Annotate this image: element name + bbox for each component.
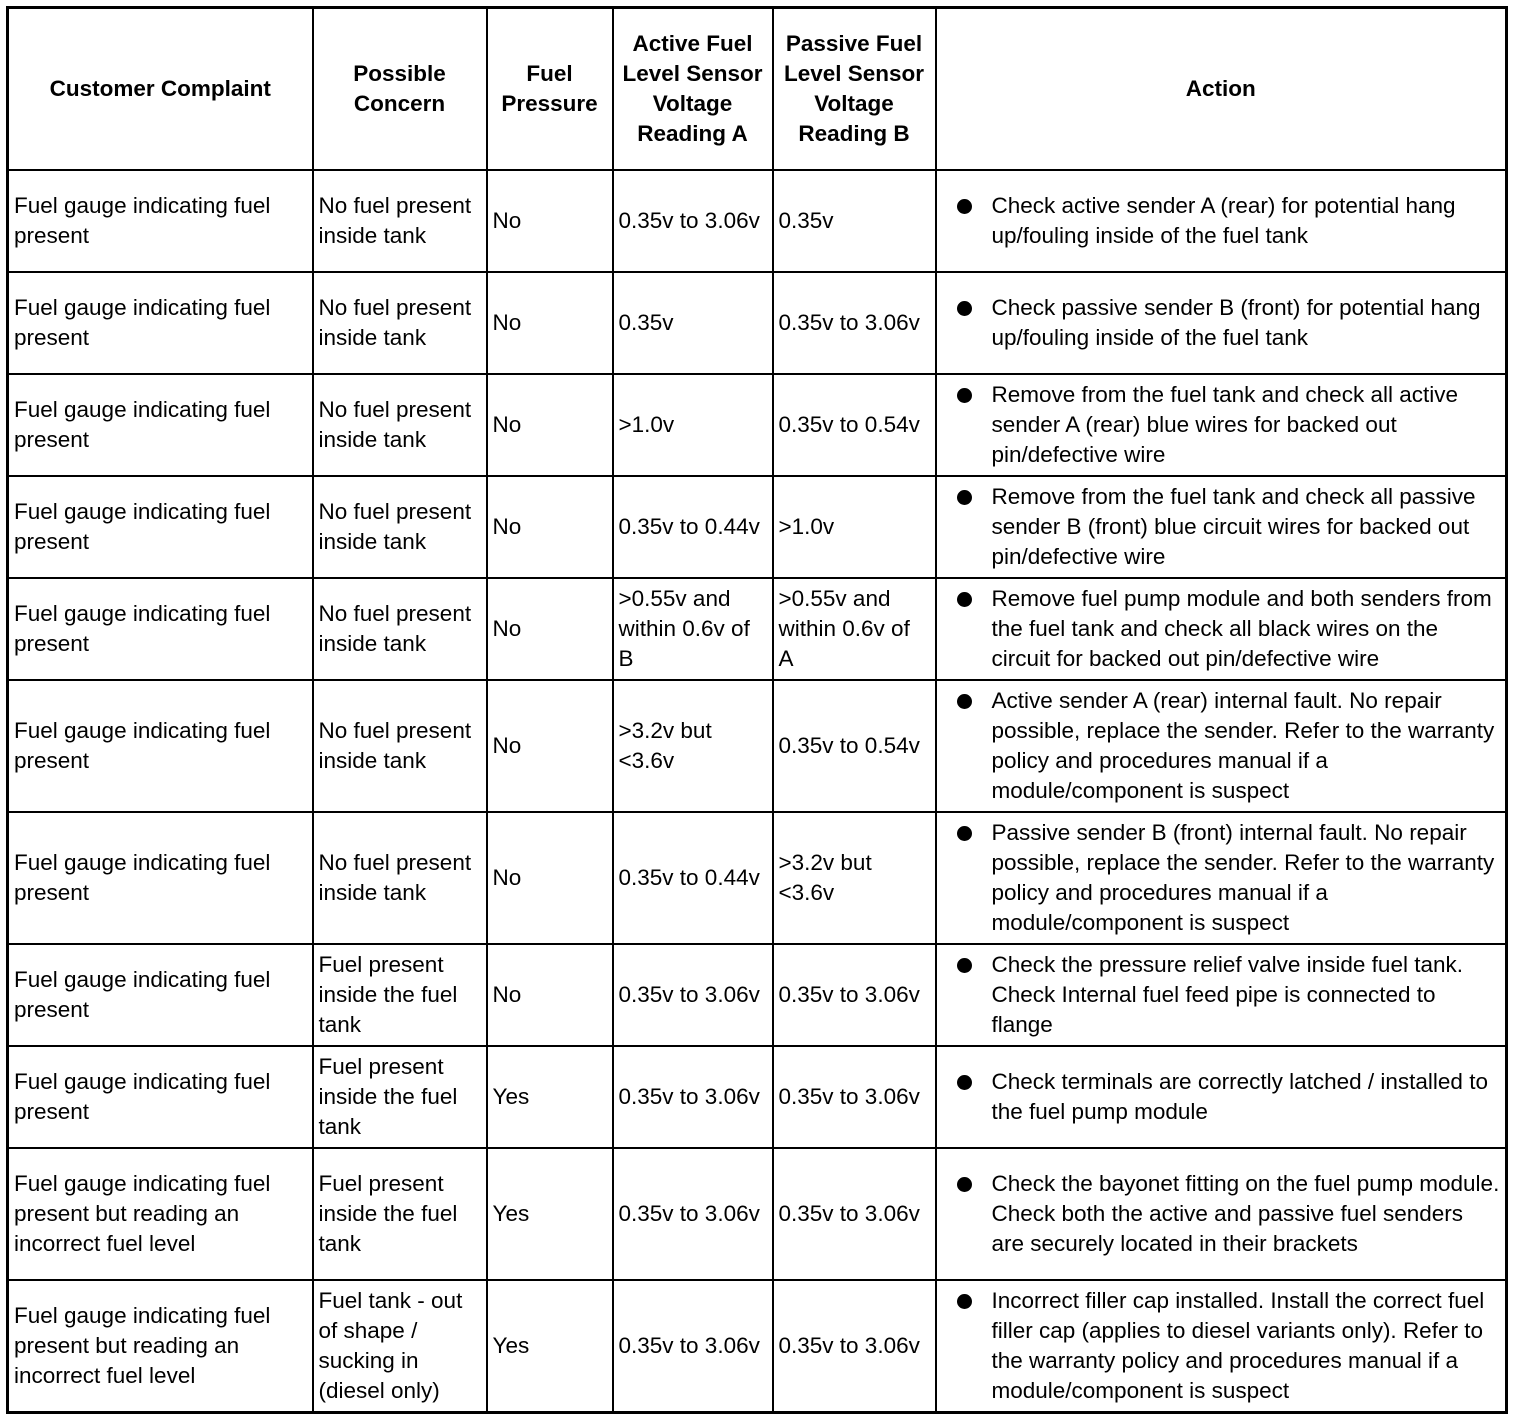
bullet-icon — [957, 490, 972, 505]
table-row — [8, 1046, 1507, 1148]
action-text: Check active sender A (rear) for potential hang up/fouling inside of the fuel tank — [991, 193, 1456, 248]
voltage-b-cell: 0.35v — [773, 170, 936, 272]
concern-cell: No fuel present inside tank — [313, 680, 487, 812]
action-text: Check terminals are correctly latched / installed to the fuel pump module — [991, 1069, 1488, 1124]
table-row — [8, 812, 1507, 944]
header-active-voltage-a: Active Fuel Level Sensor Voltage Reading A — [613, 8, 773, 171]
table-row — [8, 944, 1507, 1046]
action-cell — [936, 944, 1507, 1046]
concern-cell: No fuel present inside tank — [313, 374, 487, 476]
fuel-pressure-cell: No — [487, 170, 613, 272]
bullet-icon — [957, 388, 972, 403]
concern-cell: No fuel present inside tank — [313, 578, 487, 680]
table-row — [8, 1280, 1507, 1412]
header-passive-voltage-b: Passive Fuel Level Sensor Voltage Reading B — [773, 8, 936, 171]
table-row — [8, 680, 1507, 812]
concern-cell: Fuel present inside the fuel tank — [313, 1046, 487, 1148]
bullet-icon — [957, 1177, 972, 1192]
action-text: Check the bayonet fitting on the fuel pump module. Check both the active and passive fuel senders are securely located in their brackets — [991, 1171, 1500, 1256]
fuel-pressure-cell: No — [487, 680, 613, 812]
action-text: Check the pressure relief valve inside fuel tank. Check Internal fuel feed pipe is connected to flange — [991, 952, 1463, 1037]
fuel-pressure-cell: No — [487, 812, 613, 944]
fuel-pressure-cell: No — [487, 944, 613, 1046]
complaint-cell: Fuel gauge indicating fuel present but reading an incorrect fuel level — [8, 1280, 313, 1412]
action-cell — [936, 680, 1507, 812]
header-possible-concern: Possible Concern — [313, 8, 487, 171]
table-row — [8, 374, 1507, 476]
voltage-a-cell: 0.35v — [613, 272, 773, 374]
action-cell — [936, 272, 1507, 374]
fuel-pressure-cell: No — [487, 476, 613, 578]
voltage-b-cell: >1.0v — [773, 476, 936, 578]
voltage-a-cell: >1.0v — [613, 374, 773, 476]
voltage-b-cell: 0.35v to 3.06v — [773, 272, 936, 374]
concern-cell: No fuel present inside tank — [313, 812, 487, 944]
table-row — [8, 170, 1507, 272]
action-cell — [936, 1280, 1507, 1412]
concern-cell: No fuel present inside tank — [313, 170, 487, 272]
voltage-a-cell: 0.35v to 0.44v — [613, 812, 773, 944]
voltage-b-cell: 0.35v to 3.06v — [773, 1280, 936, 1412]
complaint-cell: Fuel gauge indicating fuel present but reading an incorrect fuel level — [8, 1148, 313, 1280]
voltage-a-cell: >3.2v but <3.6v — [613, 680, 773, 812]
complaint-cell: Fuel gauge indicating fuel present — [8, 374, 313, 476]
voltage-b-cell: >3.2v but <3.6v — [773, 812, 936, 944]
table-row — [8, 476, 1507, 578]
table-row — [8, 578, 1507, 680]
action-text: Check passive sender B (front) for potential hang up/fouling inside of the fuel tank — [991, 295, 1481, 350]
complaint-cell: Fuel gauge indicating fuel present — [8, 578, 313, 680]
voltage-a-cell: 0.35v to 3.06v — [613, 1280, 773, 1412]
action-text: Remove from the fuel tank and check all passive sender B (front) blue circuit wires for backed out pin/defective wire — [991, 484, 1476, 569]
table-header — [8, 8, 1507, 171]
bullet-icon — [957, 826, 972, 841]
table-row — [8, 272, 1507, 374]
voltage-a-cell: 0.35v to 3.06v — [613, 170, 773, 272]
fuel-pressure-cell: Yes — [487, 1280, 613, 1412]
complaint-cell: Fuel gauge indicating fuel present — [8, 1046, 313, 1148]
concern-cell: No fuel present inside tank — [313, 272, 487, 374]
complaint-cell: Fuel gauge indicating fuel present — [8, 476, 313, 578]
voltage-b-cell: 0.35v to 3.06v — [773, 1148, 936, 1280]
complaint-cell: Fuel gauge indicating fuel present — [8, 680, 313, 812]
table-row — [8, 1148, 1507, 1280]
action-text: Incorrect filler cap installed. Install the correct fuel filler cap (applies to diesel variants only). Refer to the warranty policy and procedures manual if a module/component is suspect — [991, 1287, 1485, 1403]
bullet-icon — [957, 592, 972, 607]
header-action: Action — [936, 8, 1507, 171]
action-cell — [936, 476, 1507, 578]
fuel-pressure-cell: No — [487, 578, 613, 680]
concern-cell: Fuel tank - out of shape / sucking in (diesel only) — [313, 1280, 487, 1412]
bullet-icon — [957, 958, 972, 973]
complaint-cell: Fuel gauge indicating fuel present — [8, 170, 313, 272]
voltage-a-cell: 0.35v to 0.44v — [613, 476, 773, 578]
voltage-a-cell: 0.35v to 3.06v — [613, 1148, 773, 1280]
header-row — [8, 8, 1507, 171]
table-body — [8, 170, 1507, 1412]
concern-cell: Fuel present inside the fuel tank — [313, 944, 487, 1046]
header-fuel-pressure: Fuel Pressure — [487, 8, 613, 171]
voltage-b-cell: >0.55v and within 0.6v of A — [773, 578, 936, 680]
bullet-icon — [957, 199, 972, 214]
bullet-icon — [957, 301, 972, 316]
action-text: Passive sender B (front) internal fault. No repair possible, replace the sender. Refer to the warranty policy and procedures manual if a module/component is suspect — [991, 820, 1495, 935]
action-cell — [936, 374, 1507, 476]
voltage-b-cell: 0.35v to 3.06v — [773, 1046, 936, 1148]
fuel-pressure-cell: No — [487, 272, 613, 374]
action-cell — [936, 1046, 1507, 1148]
voltage-a-cell: 0.35v to 3.06v — [613, 1046, 773, 1148]
action-cell — [936, 1148, 1507, 1280]
concern-cell: No fuel present inside tank — [313, 476, 487, 578]
voltage-b-cell: 0.35v to 0.54v — [773, 374, 936, 476]
fuel-pressure-cell: Yes — [487, 1148, 613, 1280]
voltage-b-cell: 0.35v to 0.54v — [773, 680, 936, 812]
voltage-b-cell: 0.35v to 3.06v — [773, 944, 936, 1046]
bullet-icon — [957, 1294, 972, 1309]
action-text: Remove fuel pump module and both senders from the fuel tank and check all black wires on the circuit for backed out pin/defective wire — [991, 586, 1492, 671]
fuel-pressure-cell: Yes — [487, 1046, 613, 1148]
action-cell — [936, 170, 1507, 272]
action-cell — [936, 812, 1507, 944]
voltage-a-cell: >0.55v and within 0.6v of B — [613, 578, 773, 680]
bullet-icon — [957, 1075, 972, 1090]
header-customer-complaint: Customer Complaint — [8, 8, 313, 171]
concern-cell: Fuel present inside the fuel tank — [313, 1148, 487, 1280]
bullet-icon — [957, 694, 972, 709]
action-text: Active sender A (rear) internal fault. No repair possible, replace the sender. Refer to the warranty policy and procedures manual if a module/component is suspect — [991, 688, 1495, 803]
action-cell — [936, 578, 1507, 680]
complaint-cell: Fuel gauge indicating fuel present — [8, 944, 313, 1046]
voltage-a-cell: 0.35v to 3.06v — [613, 944, 773, 1046]
complaint-cell: Fuel gauge indicating fuel present — [8, 272, 313, 374]
complaint-cell: Fuel gauge indicating fuel present — [8, 812, 313, 944]
diagnostic-table — [6, 6, 1508, 1414]
fuel-pressure-cell: No — [487, 374, 613, 476]
action-text: Remove from the fuel tank and check all active sender A (rear) blue wires for backed out pin/defective wire — [991, 382, 1458, 467]
